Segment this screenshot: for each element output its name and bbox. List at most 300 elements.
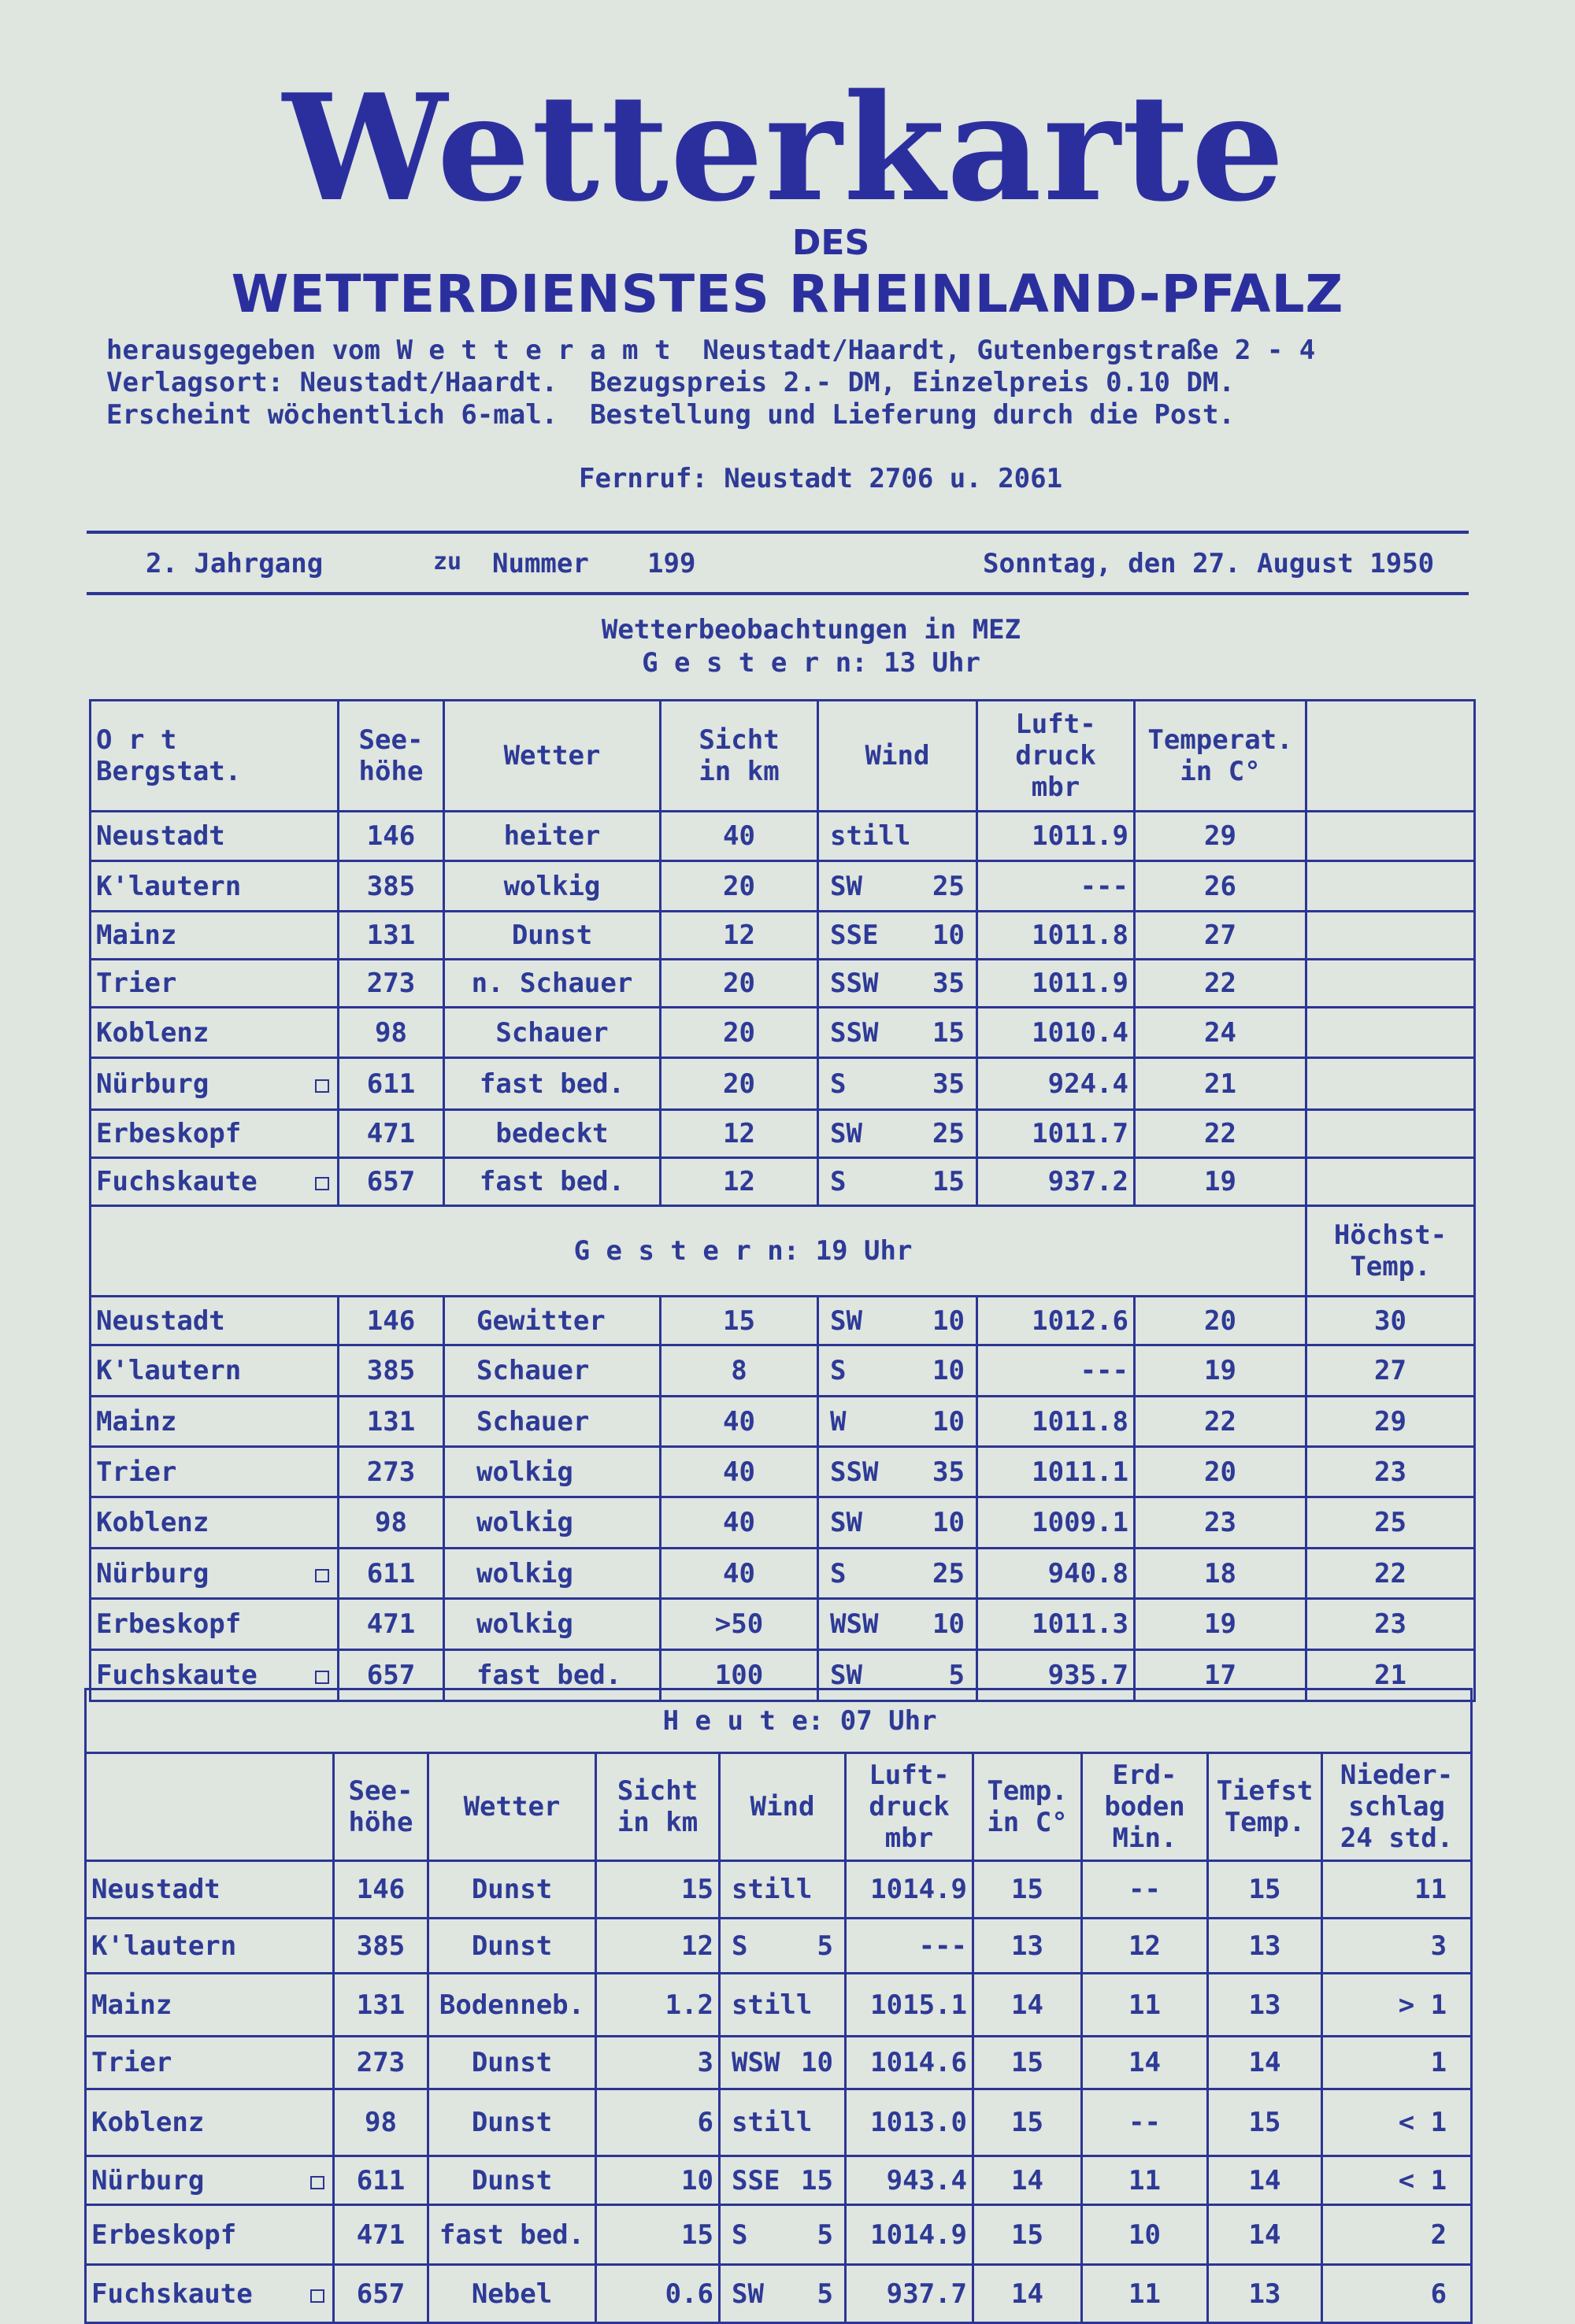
table-row xyxy=(91,1110,1475,1158)
station-cell xyxy=(91,1158,339,1206)
wind-cell xyxy=(818,812,977,861)
altitude-cell: 611 xyxy=(339,1058,444,1110)
altitude-cell: 98 xyxy=(334,2089,428,2156)
temperature-cell: 14 xyxy=(973,1974,1082,2037)
weather-cell: fast bed. xyxy=(444,1058,661,1110)
table-header-row xyxy=(86,1753,1472,1861)
temperature-cell: 15 xyxy=(973,1861,1082,1919)
min-temperature-cell: 13 xyxy=(1208,1974,1322,2037)
station-name: Fuchskaute xyxy=(96,1660,258,1691)
wind-speed: 35 xyxy=(932,968,965,999)
table-row xyxy=(91,1599,1475,1650)
pressure-cell: --- xyxy=(846,1919,973,1974)
min-temperature-cell: 15 xyxy=(1208,1861,1322,1919)
station-name: Mainz xyxy=(96,920,177,951)
weather-cell: Schauer xyxy=(444,1008,661,1058)
station-name: Neustadt xyxy=(91,1874,220,1905)
column-header: Tiefst Temp. xyxy=(1208,1753,1322,1861)
station-cell xyxy=(91,912,339,960)
mountain-station-marker-icon xyxy=(310,2289,324,2303)
max-temperature-cell: 27 xyxy=(1306,1345,1475,1397)
temperature-cell: 26 xyxy=(1135,861,1306,912)
mountain-station-marker-icon xyxy=(315,1177,329,1190)
altitude-cell: 146 xyxy=(339,812,444,861)
mountain-station-marker-icon xyxy=(310,2176,324,2189)
max-temperature-cell: 30 xyxy=(1306,1297,1475,1345)
temperature-cell: 15 xyxy=(973,2089,1082,2156)
table-row xyxy=(91,1549,1475,1599)
temperature-cell: 22 xyxy=(1135,1397,1306,1447)
station-name: K'lautern xyxy=(96,870,242,902)
column-header: Luft- druck mbr xyxy=(977,701,1135,812)
wind-cell xyxy=(818,1345,977,1397)
station-name: Trier xyxy=(96,968,177,999)
weather-cell: Dunst xyxy=(428,2156,596,2205)
weather-cell: fast bed. xyxy=(428,2205,596,2265)
pressure-cell: --- xyxy=(977,1345,1135,1397)
pressure-cell: 1011.3 xyxy=(977,1599,1135,1650)
wind-cell xyxy=(818,1297,977,1345)
visibility-cell: >50 xyxy=(661,1599,818,1650)
pressure-cell: 1009.1 xyxy=(977,1497,1135,1549)
column-header: See- höhe xyxy=(339,701,444,812)
wind-speed: 10 xyxy=(932,1405,965,1438)
table-row xyxy=(91,1397,1475,1447)
altitude-cell: 146 xyxy=(334,1861,428,1919)
table-row xyxy=(91,1497,1475,1549)
wind-direction: SW xyxy=(830,1660,862,1691)
wind-speed: 35 xyxy=(932,1068,965,1100)
temperature-cell: 15 xyxy=(973,2205,1082,2265)
wind-speed: 15 xyxy=(801,2164,833,2196)
weather-cell: Dunst xyxy=(444,912,661,960)
pressure-cell: 935.7 xyxy=(977,1650,1135,1701)
min-temperature-cell: 14 xyxy=(1208,2037,1322,2089)
station-cell xyxy=(86,1974,334,2037)
station-name: K'lautern xyxy=(96,1355,242,1386)
pressure-cell: 1012.6 xyxy=(977,1297,1135,1345)
visibility-cell: 12 xyxy=(596,1919,720,1974)
table-row xyxy=(86,2156,1472,2205)
precipitation-cell: 3 xyxy=(1322,1919,1472,1974)
station-name: Fuchskaute xyxy=(96,1166,258,1197)
column-header: Erd- boden Min. xyxy=(1082,1753,1208,1861)
precipitation-cell: 6 xyxy=(1322,2265,1472,2323)
station-name: Koblenz xyxy=(91,2107,205,2138)
station-name: Fuchskaute xyxy=(91,2278,253,2310)
table-row xyxy=(91,1008,1475,1058)
station-name: Erbeskopf xyxy=(96,1118,242,1149)
weather-cell: fast bed. xyxy=(444,1650,661,1701)
table-row xyxy=(91,912,1475,960)
wind-direction: S xyxy=(830,1355,847,1386)
altitude-cell: 98 xyxy=(339,1008,444,1058)
column-header: Wetter xyxy=(428,1753,596,1861)
observations-heading: Wetterbeobachtungen in MEZ xyxy=(601,614,1021,646)
wind-speed: 25 xyxy=(932,870,965,902)
temperature-cell: 29 xyxy=(1135,812,1306,861)
station-cell xyxy=(91,1297,339,1345)
pressure-cell: 1010.4 xyxy=(977,1008,1135,1058)
wind-speed: 10 xyxy=(932,1355,965,1386)
masthead-subtitle: WETTERDIENSTES RHEINLAND-PFALZ xyxy=(231,264,1344,324)
table-row xyxy=(91,1447,1475,1497)
station-cell xyxy=(91,960,339,1008)
station-name: Neustadt xyxy=(96,1304,225,1337)
ground-min-temperature-cell: 14 xyxy=(1082,2037,1208,2089)
wind-cell xyxy=(720,1919,846,1974)
temperature-cell: 21 xyxy=(1135,1058,1306,1110)
mountain-station-marker-icon xyxy=(315,1671,329,1684)
temperature-cell: 24 xyxy=(1135,1008,1306,1058)
publisher-line-1: herausgegeben vom W e t t e r a m t Neustadt/Haardt, Gutenbergstraße 2 - 4 xyxy=(106,335,1316,366)
visibility-cell: 6 xyxy=(596,2089,720,2156)
altitude-cell: 657 xyxy=(334,2265,428,2323)
table-row xyxy=(86,2089,1472,2156)
max-temperature-cell: 23 xyxy=(1306,1599,1475,1650)
weather-cell: wolkig xyxy=(444,1447,661,1497)
wind-speed: 5 xyxy=(817,2219,833,2251)
ground-min-temperature-cell: -- xyxy=(1082,2089,1208,2156)
table-row xyxy=(86,1974,1472,2037)
visibility-cell: 15 xyxy=(596,2205,720,2265)
precipitation-cell: 2 xyxy=(1322,2205,1472,2265)
pressure-cell: 937.7 xyxy=(846,2265,973,2323)
wind-direction: WSW xyxy=(732,2047,780,2078)
visibility-cell: 15 xyxy=(596,1861,720,1919)
column-header: Wind xyxy=(818,701,977,812)
visibility-cell: 20 xyxy=(661,1008,818,1058)
station-cell xyxy=(86,2205,334,2265)
visibility-cell: 40 xyxy=(661,812,818,861)
table-row xyxy=(91,1297,1475,1345)
altitude-cell: 131 xyxy=(339,912,444,960)
visibility-cell: 20 xyxy=(661,861,818,912)
altitude-cell: 273 xyxy=(339,1447,444,1497)
temperature-cell: 23 xyxy=(1135,1497,1306,1549)
issue-nummer: 199 xyxy=(647,548,696,579)
wind-cell xyxy=(720,2205,846,2265)
altitude-cell: 657 xyxy=(339,1158,444,1206)
wind-speed: 10 xyxy=(932,1304,965,1337)
wind-direction: S xyxy=(830,1557,847,1589)
issue-jahrgang: 2. Jahrgang xyxy=(146,548,324,579)
station-cell xyxy=(86,2089,334,2156)
gestern-13-heading: G e s t e r n: 13 Uhr xyxy=(642,647,980,679)
ground-min-temperature-cell: -- xyxy=(1082,1861,1208,1919)
wind-direction: still xyxy=(732,1989,813,2021)
wind-cell xyxy=(720,2156,846,2205)
visibility-cell: 8 xyxy=(661,1345,818,1397)
altitude-cell: 146 xyxy=(339,1297,444,1345)
precipitation-cell: 1 xyxy=(1322,2037,1472,2089)
pressure-cell: 1011.7 xyxy=(977,1110,1135,1158)
station-cell xyxy=(91,1008,339,1058)
ground-min-temperature-cell: 11 xyxy=(1082,2265,1208,2323)
pressure-cell: 1014.6 xyxy=(846,2037,973,2089)
station-cell xyxy=(86,2265,334,2323)
min-temperature-cell: 15 xyxy=(1208,2089,1322,2156)
temperature-cell: 13 xyxy=(973,1919,1082,1974)
altitude-cell: 611 xyxy=(339,1549,444,1599)
column-header: Wind xyxy=(720,1753,846,1861)
ground-min-temperature-cell: 12 xyxy=(1082,1919,1208,1974)
temperature-cell: 20 xyxy=(1135,1447,1306,1497)
masthead-des: DES xyxy=(791,223,870,263)
altitude-cell: 471 xyxy=(339,1599,444,1650)
wind-direction: S xyxy=(732,1930,748,1962)
visibility-cell: 15 xyxy=(661,1297,818,1345)
pressure-cell: 924.4 xyxy=(977,1058,1135,1110)
precipitation-cell: 11 xyxy=(1322,1861,1472,1919)
max-temperature-cell: 29 xyxy=(1306,1397,1475,1447)
weather-cell: wolkig xyxy=(444,1497,661,1549)
wind-speed: 15 xyxy=(932,1166,965,1197)
wind-direction: S xyxy=(830,1068,847,1100)
wind-cell xyxy=(818,1158,977,1206)
column-header: Temperat. in C° xyxy=(1135,701,1306,812)
masthead-title: Wetterkarte xyxy=(283,61,1286,234)
wind-direction: SW xyxy=(732,2278,764,2310)
station-name: Koblenz xyxy=(96,1016,209,1049)
weather-cell: wolkig xyxy=(444,1599,661,1650)
column-header: Luft- druck mbr xyxy=(846,1753,973,1861)
temperature-cell: 19 xyxy=(1135,1599,1306,1650)
wind-cell xyxy=(818,1058,977,1110)
wind-cell xyxy=(818,861,977,912)
table-row xyxy=(91,861,1475,912)
pressure-cell: 937.2 xyxy=(977,1158,1135,1206)
max-temperature-cell: 23 xyxy=(1306,1447,1475,1497)
wind-cell xyxy=(818,912,977,960)
publisher-info xyxy=(106,335,1315,431)
station-cell xyxy=(91,1549,339,1599)
visibility-cell: 40 xyxy=(661,1397,818,1447)
wind-direction: S xyxy=(830,1166,847,1197)
temperature-cell: 27 xyxy=(1135,912,1306,960)
wind-direction: SW xyxy=(830,1118,862,1149)
wind-speed: 10 xyxy=(801,2047,833,2078)
table-row xyxy=(91,1158,1475,1206)
station-name: Nürburg xyxy=(91,2164,205,2196)
wind-speed: 10 xyxy=(932,1507,965,1538)
station-cell xyxy=(86,1919,334,1974)
wind-speed: 15 xyxy=(932,1016,965,1049)
table-header-row xyxy=(91,701,1475,812)
temperature-cell: 20 xyxy=(1135,1297,1306,1345)
empty-cell xyxy=(1306,1158,1475,1206)
wind-cell xyxy=(818,1549,977,1599)
altitude-cell: 273 xyxy=(339,960,444,1008)
altitude-cell: 657 xyxy=(339,1650,444,1701)
station-cell xyxy=(91,812,339,861)
temperature-cell: 18 xyxy=(1135,1549,1306,1599)
station-cell xyxy=(86,2156,334,2205)
wind-direction: SW xyxy=(830,1507,862,1538)
station-name: Koblenz xyxy=(96,1507,209,1538)
wind-cell xyxy=(818,1497,977,1549)
wind-speed: 25 xyxy=(932,1557,965,1589)
temperature-cell: 17 xyxy=(1135,1650,1306,1701)
table-row xyxy=(91,1345,1475,1397)
issue-nummer-label: Nummer xyxy=(492,548,589,579)
wind-speed: 25 xyxy=(932,1118,965,1149)
min-temperature-cell: 14 xyxy=(1208,2205,1322,2265)
pressure-cell: 1015.1 xyxy=(846,1974,973,2037)
phone-line: Fernruf: Neustadt 2706 u. 2061 xyxy=(579,463,1063,494)
altitude-cell: 471 xyxy=(339,1110,444,1158)
visibility-cell: 40 xyxy=(661,1447,818,1497)
visibility-cell: 40 xyxy=(661,1497,818,1549)
ground-min-temperature-cell: 10 xyxy=(1082,2205,1208,2265)
heute-07-heading: H e u t e: 07 Uhr xyxy=(86,1689,1472,1753)
visibility-cell: 12 xyxy=(661,1110,818,1158)
max-temperature-cell: 25 xyxy=(1306,1497,1475,1549)
temperature-cell: 22 xyxy=(1135,1110,1306,1158)
altitude-cell: 385 xyxy=(339,861,444,912)
wind-direction: W xyxy=(830,1405,847,1438)
wind-direction: S xyxy=(732,2219,748,2251)
wind-cell xyxy=(720,2089,846,2156)
weather-cell: Nebel xyxy=(428,2265,596,2323)
station-cell xyxy=(91,1497,339,1549)
weather-cell: wolkig xyxy=(444,1549,661,1599)
wind-speed: 10 xyxy=(932,920,965,951)
min-temperature-cell: 13 xyxy=(1208,1919,1322,1974)
pressure-cell: 940.8 xyxy=(977,1549,1135,1599)
station-name: K'lautern xyxy=(91,1930,237,1962)
wind-speed: 5 xyxy=(817,1930,833,1962)
pressure-cell: 1014.9 xyxy=(846,1861,973,1919)
wind-direction: still xyxy=(732,2107,813,2138)
visibility-cell: 12 xyxy=(661,912,818,960)
weather-cell: Dunst xyxy=(428,2037,596,2089)
temperature-cell: 15 xyxy=(973,2037,1082,2089)
altitude-cell: 471 xyxy=(334,2205,428,2265)
wind-speed: 5 xyxy=(948,1660,965,1691)
wind-cell xyxy=(818,1008,977,1058)
gestern-19-heading: G e s t e r n: 19 Uhr xyxy=(91,1206,1306,1297)
altitude-cell: 385 xyxy=(334,1919,428,1974)
mountain-station-marker-icon xyxy=(315,1079,329,1093)
visibility-cell: 0.6 xyxy=(596,2265,720,2323)
wind-direction: SSW xyxy=(830,1456,879,1488)
empty-cell xyxy=(1306,861,1475,912)
column-header: Wetter xyxy=(444,701,661,812)
altitude-cell: 131 xyxy=(339,1397,444,1447)
masthead xyxy=(0,61,1575,324)
wind-direction: SSW xyxy=(830,968,879,999)
station-name: Erbeskopf xyxy=(91,2219,237,2251)
precipitation-cell: < 1 xyxy=(1322,2089,1472,2156)
station-name: Trier xyxy=(96,1456,177,1488)
station-cell xyxy=(91,1447,339,1497)
column-header: Sicht in km xyxy=(661,701,818,812)
station-name: Erbeskopf xyxy=(96,1608,242,1640)
column-header: O r t Bergstat. xyxy=(91,701,339,812)
pressure-cell: 1011.8 xyxy=(977,1397,1135,1447)
empty-cell xyxy=(1306,960,1475,1008)
wind-cell xyxy=(818,1599,977,1650)
pressure-cell: 1011.1 xyxy=(977,1447,1135,1497)
wind-cell xyxy=(720,1974,846,2037)
station-cell xyxy=(86,1861,334,1919)
temperature-cell: 22 xyxy=(1135,960,1306,1008)
temperature-cell: 19 xyxy=(1135,1345,1306,1397)
weather-cell: fast bed. xyxy=(444,1158,661,1206)
ground-min-temperature-cell: 11 xyxy=(1082,2156,1208,2205)
table-row xyxy=(86,2205,1472,2265)
station-name: Mainz xyxy=(96,1405,177,1438)
weather-cell: n. Schauer xyxy=(444,960,661,1008)
visibility-cell: 3 xyxy=(596,2037,720,2089)
station-cell xyxy=(86,2037,334,2089)
column-header: Temp. in C° xyxy=(973,1753,1082,1861)
hoechst-temp-header: Höchst- Temp. xyxy=(1306,1206,1475,1297)
table-row xyxy=(91,1058,1475,1110)
visibility-cell: 100 xyxy=(661,1650,818,1701)
wind-direction: SSW xyxy=(830,1016,879,1049)
wind-cell xyxy=(818,1110,977,1158)
pressure-cell: 1011.8 xyxy=(977,912,1135,960)
ground-min-temperature-cell: 11 xyxy=(1082,1974,1208,2037)
column-header xyxy=(86,1753,334,1861)
wind-cell xyxy=(720,2037,846,2089)
wind-direction: WSW xyxy=(830,1608,879,1640)
weather-cell: Schauer xyxy=(444,1397,661,1447)
wind-speed: 5 xyxy=(817,2278,833,2310)
station-name: Nürburg xyxy=(96,1068,209,1100)
altitude-cell: 131 xyxy=(334,1974,428,2037)
publisher-line-3: Erscheint wöchentlich 6-mal. Bestellung und Lieferung durch die Post. xyxy=(106,399,1235,431)
visibility-cell: 1.2 xyxy=(596,1974,720,2037)
station-name: Mainz xyxy=(91,1989,172,2021)
column-header: Sicht in km xyxy=(596,1753,720,1861)
table-row xyxy=(86,2265,1472,2323)
table-row xyxy=(91,960,1475,1008)
weather-cell: Gewitter xyxy=(444,1297,661,1345)
wind-cell xyxy=(720,2265,846,2323)
temperature-cell: 19 xyxy=(1135,1158,1306,1206)
empty-cell xyxy=(1306,1058,1475,1110)
column-header: Nieder- schlag 24 std. xyxy=(1322,1753,1472,1861)
temperature-cell: 14 xyxy=(973,2265,1082,2323)
station-name: Neustadt xyxy=(96,820,225,852)
station-cell xyxy=(91,861,339,912)
column-header xyxy=(1306,701,1475,812)
publisher-line-2: Verlagsort: Neustadt/Haardt. Bezugspreis 2.- DM, Einzelpreis 0.10 DM. xyxy=(106,367,1235,398)
pressure-cell: 943.4 xyxy=(846,2156,973,2205)
station-cell xyxy=(91,1599,339,1650)
pressure-cell: 1014.9 xyxy=(846,2205,973,2265)
weather-cell: Dunst xyxy=(428,2089,596,2156)
table-row xyxy=(91,812,1475,861)
altitude-cell: 98 xyxy=(339,1497,444,1549)
pressure-cell: 1013.0 xyxy=(846,2089,973,2156)
weather-cell: Schauer xyxy=(444,1345,661,1397)
wind-direction: still xyxy=(732,1874,813,1905)
issue-zu: zu xyxy=(433,548,462,575)
max-temperature-cell: 22 xyxy=(1306,1549,1475,1599)
weather-cell: heiter xyxy=(444,812,661,861)
weather-cell: Dunst xyxy=(428,1919,596,1974)
empty-cell xyxy=(1306,1110,1475,1158)
observations-table-yesterday xyxy=(89,699,1476,1702)
weather-cell: bedeckt xyxy=(444,1110,661,1158)
min-temperature-cell: 13 xyxy=(1208,2265,1322,2323)
station-cell xyxy=(91,1397,339,1447)
visibility-cell: 40 xyxy=(661,1549,818,1599)
